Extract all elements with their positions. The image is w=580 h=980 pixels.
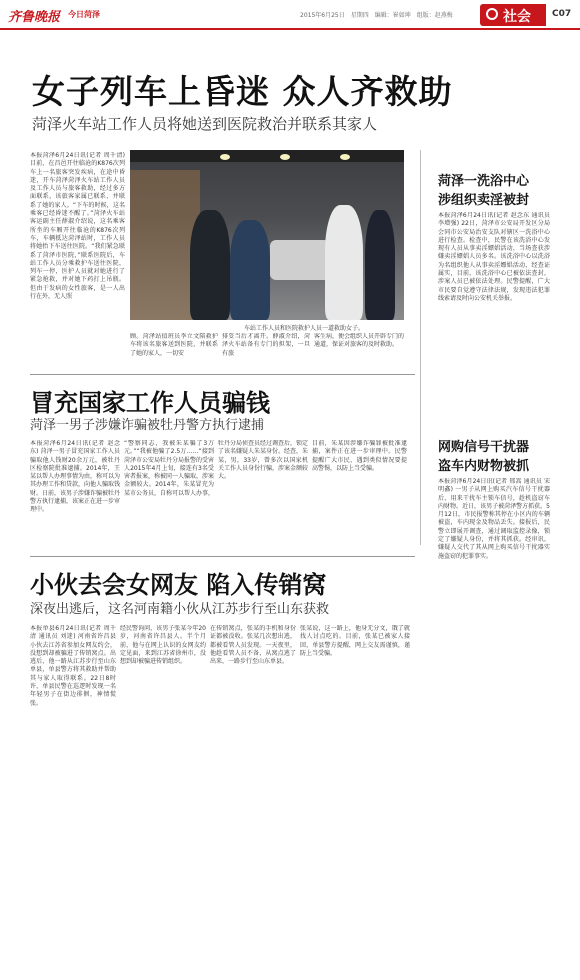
story1-headline: 女子列车上昏迷 众人齐救助	[32, 72, 453, 111]
right2-body: 本报菏泽6月24日讯(记者 邢嵩 通讯员 宋明鑫) 一男子从网上购买汽车信号干扰器后，用来干扰车主锁车信号，趁机盗窃车内财物。近日，该男子被菏泽警方抓获。5月12日，市民报警称其停在小区内的车辆被盗，车内现金及物品丢失。接报后，民警立即展开调查，通过调取监控录像，锁定了嫌疑人身份，并将其抓获。经审讯，嫌疑人交代了其从网上购买信号干扰器实施盗窃的犯罪事实。	[438, 478, 550, 560]
issue-meta: 2015年6月25日 星期四 编辑：崔如坤 组版：赵燕梅	[300, 12, 453, 19]
story3-headline: 小伙去会女网友 陷入传销窝	[30, 570, 327, 599]
story3-column-4: 张某说，这一路上，他身无分文，饿了就找人讨点吃的。目前，张某已被家人接回，单县警方提醒，网上交友需谨慎，谨防上当受骗。	[300, 625, 410, 657]
story3-column-3: 在传销窝点，张某的手机和身份证都被没收。张某几次想出逃，都被看管人员发现。一天夜里，他趁看管人员不备，从窝点逃了出来，一路步行至山东单县。	[210, 625, 296, 666]
story2-column-1: 本报菏泽6月24日讯(记者 赵念东) 菏泽一男子冒充国家工作人员骗取他人钱财20余万元，被牡丹区检察院批准逮捕。2014年，王某以帮人办理事情为由，称可以为其办理工作和贷款，向他人骗取钱财。日前，该男子涉嫌诈骗被牡丹警方执行逮捕，该案正在进一步审理中。	[30, 440, 120, 514]
section-badge-label: 社会	[503, 9, 531, 25]
story1-column-3: 排妥当后才离开。薛淑介绍，菏泽火车站备有专门的担架，一旦有旅	[222, 333, 310, 357]
right1-body: 本报菏泽6月24日讯(记者 赵念东 通讯员 李增强) 22日，菏泽市公安局开发区分局会同市公安局治安支队对辖区一洗浴中心进行检查。检查中，民警在该洗浴中心发现有人员从事卖淫嫖娼活动，当场查获涉嫌卖淫嫖娼人员多名。该洗浴中心以洗浴为名组织他人从事卖淫嫖娼活动，经查证属实，目前，该洗浴中心已被依法查封，涉案人员已被依法处理。民警提醒，广大市民要自觉遵守法律法规，发现违法犯罪线索请及时向公安机关举报。	[438, 212, 550, 302]
story1-subheadline: 菏泽火车站工作人员将她送到医院救治并联系其家人	[32, 115, 378, 133]
column-divider	[420, 150, 421, 545]
story3-subheadline: 深夜出逃后，这名河南籍小伙从江苏步行至山东获救	[30, 602, 330, 617]
story1-column-4: 客生病，便会组织人员开辟专门的通道，保证对旅客的及时救助。	[314, 333, 404, 349]
divider	[30, 556, 415, 557]
story1-column-2: 顾。菏泽站值班员李立文陪救护车将该名旅客送到医院，并联系了她的家人，一切安	[130, 333, 218, 357]
right2-headline-1: 网购信号干扰器	[438, 440, 530, 455]
right2-headline-2: 盗车内财物被抓	[438, 459, 530, 474]
story1-column-1: 本报菏泽6月24日讯(记者 周千清) 目前，在昌邑开往临沧的K876次列车上一名旅客突发疾病，在途中昏迷，开车菏泽菏泽火车站工作人员及工作人员与旅客救助，经过多方面联系，该旅客家属已联系，并联系了她的家人。“下车的时候，这名乘客已经昏迷不醒了。”菏泽火车站客运副主任薛淑介绍说，这名乘客所坐的车厢开往临沧的K876次列车，车辆抵达菏泽站时，工作人员将她抬下车送往医院。“我们紧急联系了菏泽市医院，”联系医院后，车站工作人员分乘救护车送往医院，列车一停，医护人员就对她进行了紧急抢救，并对她下药打上吊瓶。但由于发病的女性旅客，是一人出行在外，无人照	[30, 152, 125, 301]
story1-photo	[130, 150, 404, 320]
section-label: 今日菏泽	[68, 10, 100, 19]
divider	[30, 374, 415, 375]
story1-photo-caption: 车站工作人员和医院救护人员一道救助女子。	[244, 325, 365, 332]
section-badge	[480, 4, 546, 26]
page-header	[0, 0, 580, 30]
story2-column-4: 目前，朱某因涉嫌诈骗罪被批准逮捕，案件正在进一步审理中。民警提醒广大市民，遇到类似情况要提高警惕，以防上当受骗。	[312, 440, 407, 472]
newspaper-logo: 齐鲁晚报	[8, 10, 61, 25]
right1-headline-2: 涉组织卖淫被封	[438, 193, 530, 208]
story2-headline: 冒充国家工作人员骗钱	[30, 388, 270, 417]
page-number: C07	[552, 9, 572, 19]
story2-column-3: 牡丹分局侦查员经过调查后，锁定了该名嫌疑人朱某身份。经查，朱某，男，33岁，曾多次以国家机关工作人员身份行骗，涉案金额较大。	[218, 440, 308, 481]
circle-icon	[486, 8, 498, 20]
story3-column-1: 本报单县6月24日讯(记者 周千清 通讯员 刘迷) 河南省许昌县小伙去江苏省参加女网友约会，没想到却被骗进了传销窝点。出逃后，他一路从江苏步行至山东单县，单县警方将其救助并帮助其与家人取得联系。22日8时许，单县民警在巡逻时发现一名年轻男子在街边徘徊，神情慌张。	[30, 625, 116, 707]
story2-subheadline: 菏泽一男子涉嫌诈骗被牡丹警方执行逮捕	[30, 418, 265, 433]
right1-headline-1: 菏泽一洗浴中心	[438, 174, 530, 189]
story2-column-2: “警察同志，我被朱某骗了3万元。”“我被他骗了2.5万……”接到菏泽市公安局牡丹分局报警的受害人2015年4月上旬，接连有3名受害者报案，称被同一人骗取，涉案金额较大。2014年，朱某冒充为某市公务员，自称可以帮人办事，	[124, 440, 214, 497]
story3-column-2: 经民警询问，该男子张某今年20岁，河南省许昌县人。半个月前，他与在网上认识的女网友约定见面，来到江苏省徐州市，没想到却被骗进传销组织。	[120, 625, 206, 666]
